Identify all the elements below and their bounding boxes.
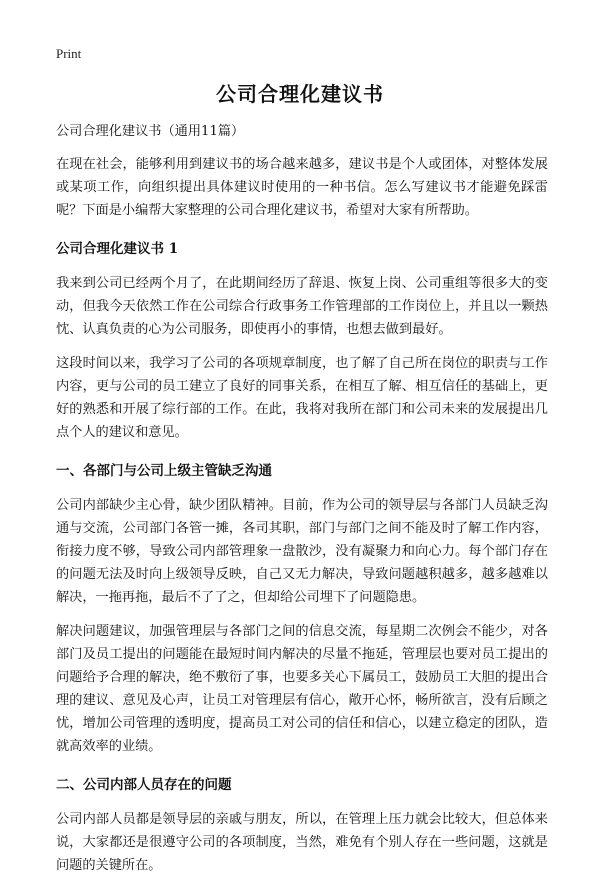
document-body bbox=[56, 120, 548, 888]
page-title: 公司合理化建议书 bbox=[216, 82, 384, 106]
section1-paragraph-1: 我来到公司已经两个月了，在此期间经历了辞退、恢复上岗、公司重组等很多大的变动，但我今天依然工作在公司综合行政事务工作管理部的工作岗位上，并且以一颗热忱、认真负责的心为公司服务，即使再小的事情，也想去做到最好。 bbox=[56, 276, 548, 337]
section-heading-1: 公司合理化建议书 1 bbox=[56, 241, 179, 257]
section-b-paragraph-1: 公司内部人员都是领导层的亲戚与朋友，所以，在管理上压力就会比较大，但总体来说，大家都还是很遵守公司的各项制度，当然，难免有个别人存在一些问题，这就是问题的关键所在。 bbox=[56, 812, 548, 873]
intro-paragraph: 在现在社会，能够利用到建议书的场合越来越多，建议书是个人或团体，对整体发展或某项工作，向组织提出具体建议时使用的一种书信。怎么写建议书才能避免踩雷呢？下面是小编帮大家整理的公司合理化建议书，希望对大家有所帮助。 bbox=[56, 157, 548, 218]
section-heading-b: 二、公司内部人员存在的问题 bbox=[56, 777, 232, 793]
section-heading-a: 一、各部门与公司上级主管缺乏沟通 bbox=[56, 463, 272, 479]
print-link[interactable]: Print bbox=[56, 46, 82, 61]
section-a-paragraph-2: 解决问题建议，加强管理层与各部门之间的信息交流，每星期二次例会不能少，对各部门及员工提出的问题能在最短时间内解决的尽量不拖延，管理层也要对员工提出的问题给予合理的解决，绝不敷衍了事，也要多关心下属员工，鼓励员工大胆的提出合理的建议、意见及心声，让员工对管理层有信心，敞开心怀，畅所欲言，没有后顾之忧，增加公司管理的透明度，提高员工对公司的信任和信心，以建立稳定的团队，造就高效率的业绩。 bbox=[56, 624, 548, 754]
section1-paragraph-2: 这段时间以来，我学习了公司的各项规章制度，也了解了自己所在岗位的职责与工作内容，更与公司的员工建立了良好的同事关系，在相互了解、相互信任的基础上，更好的熟悉和开展了综行部的工作。在此，我将对我所在部门和公司未来的发展提出几点个人的建议和意见。 bbox=[56, 356, 548, 440]
section-a-paragraph-1: 公司内部缺少主心骨，缺少团队精神。目前，作为公司的领导层与各部门人员缺乏沟通与交流，公司部门各管一摊，各司其职，部门与部门之间不能及时了解工作内容，衔接力度不够，导致公司内部管理象一盘散沙，没有凝聚力和向心力。每个部门存在的问题无法及时向上级领导反映，自己又无力解决，导致问题越积越多，越多越难以解决，一拖再拖，最后不了了之，但却给公司埋下了问题隐患。 bbox=[56, 498, 548, 605]
document-subtitle: 公司合理化建议书（通用11篇） bbox=[56, 124, 245, 139]
